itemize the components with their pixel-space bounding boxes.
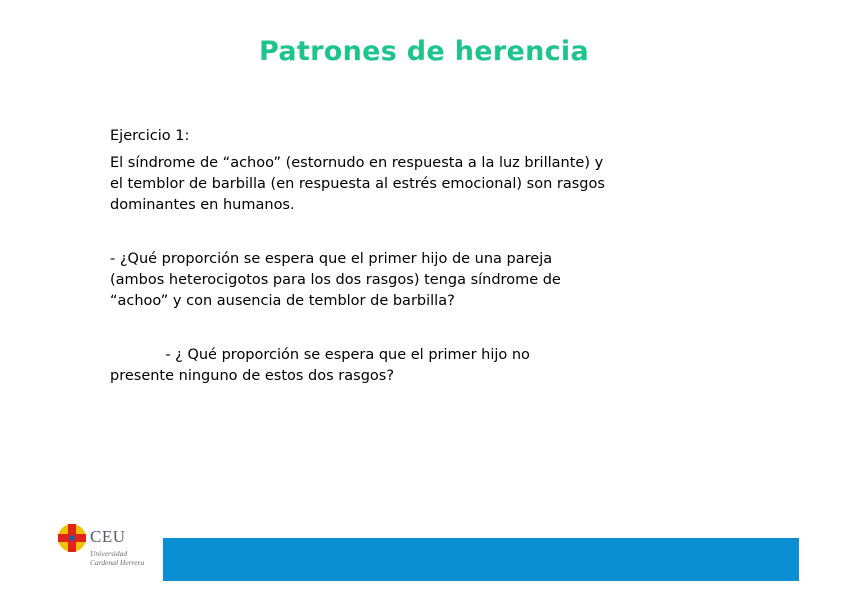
slide-title: Patrones de herencia (259, 36, 589, 67)
ceu-cross-icon (57, 523, 87, 553)
logo-name: CEU (90, 527, 126, 546)
question-2: - ¿ Qué proporción se espera que el primer hijo no presente ninguno de estos dos rasgos? (110, 347, 530, 384)
logo-subtitle (90, 549, 170, 567)
exercise-description: El síndrome de “achoo” (estornudo en respuesta a la luz brillante) y el temblor de barbilla (en respuesta al estrés emocional) son rasgos dominantes en humanos. (110, 155, 605, 213)
logo-subtitle-line2: Cardenal Herrera (90, 558, 145, 567)
question-1: - ¿Qué proporción se espera que el primer hijo de una pareja (ambos heterocigotos para los dos rasgos) tenga síndrome de “achoo” y con ausencia de temblor de barbilla? (110, 251, 561, 309)
logo-subtitle-line1: Universidad (90, 549, 128, 558)
ceu-logo (57, 523, 167, 573)
footer-bar (163, 538, 799, 581)
exercise-label: Ejercicio 1: (110, 128, 190, 144)
slide-body (110, 126, 710, 387)
